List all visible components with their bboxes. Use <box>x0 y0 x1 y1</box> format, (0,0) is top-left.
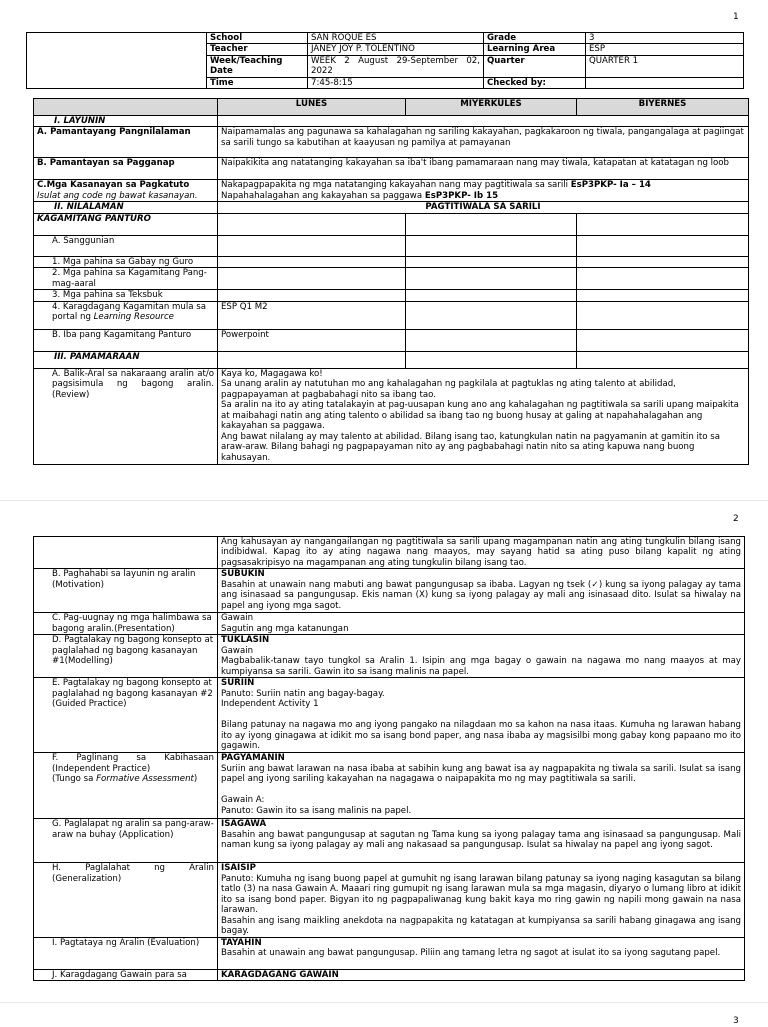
row-label-portal: 4. Karagdagang Kagamitan mula sa portal ng <box>52 301 207 323</box>
week-label: Week/Teaching Date <box>207 55 308 77</box>
section-title-kagamitan: KAGAMITANG PANTURO <box>34 213 218 235</box>
row-label-pangnilalaman: A. Pamantayang Pangnilalaman <box>34 127 218 158</box>
row-label-iba-pang: B. Iba pang Kagamitang Panturo <box>34 329 218 351</box>
area-label: Learning Area <box>484 44 586 55</box>
row-label-guided-practice: E. Pagtalakay ng bagong konsepto at paglalahad ng bagong kasanayan #2 (Guided Practice) <box>34 678 218 753</box>
checked-value <box>586 77 744 88</box>
content-text: Gawain A: <box>221 795 265 806</box>
content-text: Naipamamalas ang pagunawa sa kahalagahan ng sariling kakayahan, pagkakaroon ng tiwala, pangangalaga at pagiingat <box>221 127 744 138</box>
section-title-nilalaman: II. NILALAMAN <box>34 202 218 213</box>
page-separator <box>0 1002 768 1003</box>
competency-code: EsP3PKP- Ib 15 <box>424 190 499 201</box>
content-text: Basahin at unawain ang bawat pangungusap. Piliin ang tamang letra ng sagot at isulat ito sa iyong sagutang papel. <box>221 948 721 959</box>
row-label-pagganap: B. Pamantayan sa Pagganap <box>34 158 218 180</box>
quarter-value: QUARTER 1 <box>586 55 744 77</box>
logo-cell <box>27 33 207 89</box>
row-label-motivation: B. Paghahabi sa layunin ng aralin (Motivation) <box>34 569 218 613</box>
corner-cell <box>34 99 218 116</box>
row-label-part: (Tungo sa <box>52 774 97 785</box>
quarter-label: Quarter <box>484 55 586 77</box>
iba-pang-value: Powerpoint <box>218 329 406 351</box>
content-text: Basahin ang bawat pangungusap at sagutan ng Tama kung sa iyong palagay tama ang isinasaad sa pangungusap. Mali naman kung sa iyong palagay ay mali ang nakasaad sa pangungusap. Isulat sa hiwalay na papel ang iyong sagot. <box>221 829 741 851</box>
section-title-layunin: I. LAYUNIN <box>34 116 218 127</box>
page-number: 2 <box>733 514 739 524</box>
day-header-miyerkules: MIYERKULES <box>406 99 577 116</box>
content-text: Kaya ko, Magagawa ko! <box>221 368 323 379</box>
page-number: 1 <box>733 12 739 22</box>
teacher-label: Teacher <box>207 44 308 55</box>
activity-heading: TUKLASIN <box>221 635 270 646</box>
lesson-topic: PAGTITIWALA SA SARILI <box>218 202 749 213</box>
row-label-application: G. Paglalapat ng aralin sa pang-araw-araw na buhay (Application) <box>34 819 218 863</box>
activity-heading: SUBUKIN <box>221 569 265 580</box>
header-table <box>26 32 744 89</box>
time-value: 7:45-8:15 <box>308 77 484 88</box>
checked-label: Checked by: <box>484 77 586 88</box>
activity-heading: SURIIN <box>221 678 255 689</box>
row-label-gabay: 1. Mga pahina sa Gabay ng Guro <box>34 256 218 267</box>
row-label-portal-italic: Learning Resource <box>93 312 174 323</box>
content-text: Ang kahusayan ay nangangailangan ng pagtitiwala sa sarili upang magampanan natin ang ating tungkulin bilang isang indibidwal. Kapag ito ay ating nagawa nang maayos, may sayang hatid sa ating puso bilang kapalit ng ating pagsasakripisyo na magampanan ang ating tungkulin bilang isang tao. <box>218 537 745 569</box>
activity-heading: PAGYAMANIN <box>221 753 285 764</box>
page-number: 3 <box>733 1016 739 1026</box>
content-text: Ang bawat nilalang ay may talento at abilidad. Bilang isang tao, katungkulan natin na pagyamanin at gamitin ito sa araw-araw. Bilang bahagi ng pagpapayaman nito ay ang pagbabahagi natin nito sa ating kapuwa nang buong kahusayan. <box>221 431 720 463</box>
row-label-modelling: D. Pagtalakay ng bagong konsepto at paglalahad ng bagong kasanayan #1(Modelling) <box>34 635 218 678</box>
content-text: Panuto: Kumuha ng isang buong papel at gumuhit ng isang larawan bilang patunay sa iyong naging kasagutan sa bilang tatlo (3) na nasa Gawain A. Maaari ring gumupit ng isang larawan mula sa mga magasin, diyaryo o lumang libro at idikit ito sa isang bond paper. Bigyan ito ng pagpapaliwanag kung bakit kaya mo ring gawin ng napili mong gawain na nasa larawan. <box>221 873 741 916</box>
row-label-generalization: H. Paglalahat ng Aralin (Generalization) <box>34 863 218 937</box>
row-label-part: ) <box>193 774 198 785</box>
activity-heading: TAYAHIN <box>221 937 262 948</box>
activity-heading: KARAGDAGANG GAWAIN <box>218 969 745 980</box>
row-label-kagamitang: 2. Mga pahina sa Kagamitang Pang-mag-aaral <box>34 268 218 290</box>
row-label-presentation: C. Pag-uugnay ng mga halimbawa sa bagong aralin.(Presentation) <box>34 613 218 635</box>
row-label-part-italic: Formative Assessment <box>96 774 194 785</box>
row-label-balik-aral: A. Balik-Aral sa nakaraang aralin at/o pagsisimula ng bagong aralin. (Review) <box>34 368 218 464</box>
content-text: Magbabalik-tanaw tayo tungkol sa Aralin 1. Isipin ang mga bagay o gawain na nagawa mo nang maayos at may kumpiyansa sa sarili. Gawin ito sa isang malinis na papel. <box>221 656 741 677</box>
content-text: Gawain <box>221 613 254 624</box>
content-text: Sa unang aralin ay natutuhan mo ang kahalagahan ng pagkilala at pagtuklas ng ating talento at abilidad, pagpapayaman at pagbabahagi nito sa ibang tao. <box>221 379 676 400</box>
day-header-biyernes: BIYERNES <box>577 99 749 116</box>
competency-code: EsP3PKP- Ia – 14 <box>570 180 651 191</box>
empty-cell <box>218 116 749 127</box>
content-text: Independent Activity 1 <box>221 699 319 710</box>
content-text: Suriin ang bawat larawan na nasa ibaba at sabihin kung ang bawat isa ay nagpapakita ng tiwala sa sarili. Isulat sa isang papel ang iyong sariling kakayahan na nagagawa o naipapakita mo ng may pagtitiwala sa sarili. <box>221 763 741 785</box>
row-label-teksbuk: 3. Mga pahina sa Teksbuk <box>34 290 218 301</box>
row-label-independent-practice: F. Paglinang sa Kabihasaan (Independent Practice) <box>52 753 214 774</box>
row-sublabel: Isulat ang code ng bawat kasanayan. <box>37 190 198 201</box>
content-text: Basahin at unawain nang mabuti ang bawat pangungusap sa ibaba. Lagyan ng tsek (✓) kung sa iyong palagay ay tama ang isinasaad sa pangungusap. Ekis naman (X) kung sa iyong palagay ay mali ang isinasaad dito. Isulat sa hiwalay na papel ang iyong mga sagot. <box>221 579 741 611</box>
page-separator <box>0 500 768 501</box>
time-label: Time <box>207 77 308 88</box>
row-label-sanggunian: A. Sanggunian <box>34 235 218 256</box>
activity-heading: ISAGAWA <box>221 819 267 830</box>
area-value: ESP <box>586 44 744 55</box>
row-label-evaluation: I. Pagtataya ng Aralin (Evaluation) <box>34 937 218 969</box>
content-text: Nakapagpapakita ng mga natatanging kakayahan nang may pagtitiwala sa sarili <box>221 180 571 191</box>
content-text: Sa aralin na ito ay ating tatalakayin at pag-uusapan kung ano ang kahalagahan ng pagtitiwala sa sarili upang maipakita at maibahagi natin ang ating talento o abilidad sa ibang tao ng buong husay at galing at napahahalagahan ang kakayahan sa paggawa. <box>221 400 739 432</box>
content-text: Napahahalagahan ang kakayahan sa paggawa <box>221 190 425 201</box>
school-label: School <box>207 33 308 44</box>
section-title-pamamaraan: III. PAMAMARAAN <box>34 351 218 368</box>
content-text: Gawain <box>221 645 254 656</box>
content-text: Naipakikita ang natatanging kakayahan sa iba't ibang pamamaraan nang may tiwala, katapatan at katatagan ng loob <box>218 158 749 180</box>
grade-value: 3 <box>586 33 744 44</box>
school-value: SAN ROQUE ES <box>308 33 484 44</box>
row-label-kasanayan: C.Mga Kasanayan sa Pagkatuto <box>37 180 190 191</box>
day-header-lunes: LUNES <box>218 99 406 116</box>
teacher-value: JANEY JOY P. TOLENTINO <box>308 44 484 55</box>
lesson-table-page1 <box>33 98 749 465</box>
content-text: Panuto: Suriin natin ang bagay-bagay. <box>221 688 385 699</box>
content-text: Sagutin ang mga katanungan <box>221 623 349 634</box>
week-value: WEEK 2 August 29-September 02, 2022 <box>308 55 484 77</box>
content-text: sa sarili tungo sa kabutihan at kaayusan ng pamilya at pamayanan <box>221 137 511 148</box>
empty-cell <box>34 537 218 569</box>
activity-heading: ISAISIP <box>221 863 256 874</box>
content-text: Panuto: Gawin ito sa isang malinis na papel. <box>221 805 412 816</box>
lesson-table-page2 <box>33 536 745 981</box>
portal-value: ESP Q1 M2 <box>218 301 406 329</box>
grade-label: Grade <box>484 33 586 44</box>
content-text: Basahin ang isang maikling anekdota na nagpapakita ng katatagan at kumpiyansa sa sarili habang ginagawa ang isang bagay. <box>221 915 741 937</box>
content-text: Bilang patunay na nagawa mo ang iyong pangako na nilagdaan mo sa kahon na nasa itaas. Kumuha ng larawan habang ito ay iyong ginagawa at idikit mo sa isang bond paper, ang nasa ibaba ay magsisilbi mong gabay kong papaano mo ito gagawin. <box>221 720 741 752</box>
row-label-karagdagang: J. Karagdagang Gawain para sa <box>34 969 218 980</box>
